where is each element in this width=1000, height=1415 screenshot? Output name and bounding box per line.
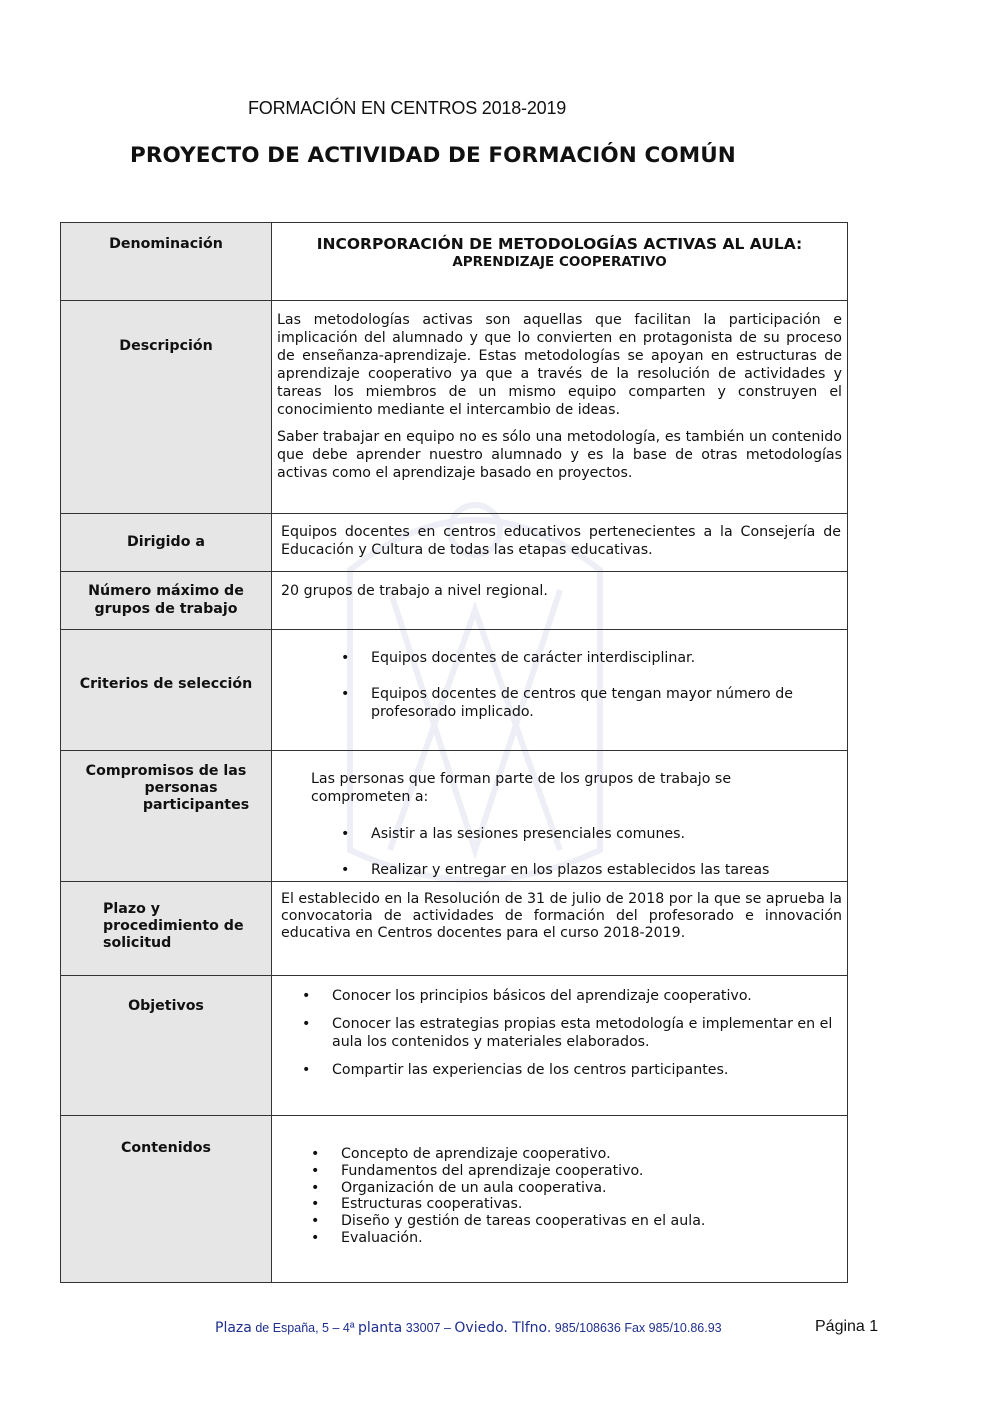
value-cell <box>272 751 848 882</box>
bullet-icon: • <box>302 1062 311 1078</box>
list-item: • Conocer los principios básicos del aprendizaje cooperativo. <box>302 988 752 1004</box>
label-cell <box>61 572 272 630</box>
row-objetivos <box>61 976 848 1116</box>
label-denominacion: Denominación <box>109 236 223 252</box>
list-item: • Equipos docentes de centros que tengan mayor número de profesorado implicado. <box>341 686 793 720</box>
label-cell <box>61 514 272 572</box>
contents-list <box>272 1116 847 1247</box>
bullet-icon: • <box>302 1016 311 1032</box>
label-objetivos: Objetivos <box>128 998 204 1014</box>
list-item: • Realizar y entregar en los plazos establecidos las tareas <box>341 862 770 878</box>
commitments-list <box>272 806 847 879</box>
list-item: • Diseño y gestión de tareas cooperativas en el aula. <box>311 1213 706 1230</box>
label-cell <box>61 223 272 301</box>
application-deadline: El establecido en la Resolución de 31 de julio de 2018 por la que se aprueba la convocatoria de actividades de formación del profesorado e innovación educativa en Centros docentes para el curso 2018-2019. <box>281 891 842 941</box>
row-numero <box>61 572 848 630</box>
commitments-intro: Las personas que forman parte de los grupos de trabajo se comprometen a: <box>311 771 732 805</box>
value-cell <box>272 630 848 751</box>
list-item: • Conocer las estrategias propias esta metodología e implementar en el aula los contenidos y materiales elaborados. <box>302 1016 833 1050</box>
value-cell <box>272 572 848 630</box>
row-denominacion <box>61 223 848 301</box>
bullet-icon: • <box>311 1229 320 1246</box>
label-cell <box>61 630 272 751</box>
criteria-list <box>272 630 847 721</box>
label-descripcion: Descripción <box>119 338 213 354</box>
label-criterios: Criterios de selección <box>79 676 253 692</box>
value-cell <box>272 976 848 1116</box>
bullet-icon: • <box>311 1146 320 1162</box>
document-title: PROYECTO DE ACTIVIDAD DE FORMACIÓN COMÚN <box>130 143 736 168</box>
bullet-icon: • <box>341 826 350 842</box>
row-compromisos <box>61 751 848 882</box>
list-item: • Compartir las experiencias de los centros participantes. <box>302 1062 729 1078</box>
row-dirigido <box>61 514 848 572</box>
value-cell <box>272 301 848 514</box>
bullet-icon: • <box>311 1162 320 1179</box>
label-dirigido: Dirigido a <box>127 534 205 550</box>
description-paragraph: Las metodologías activas son aquellas que facilitan la participación e implicación del alumnado y que lo convierten en protagonista de su proceso de enseñanza-aprendizaje. Estas metodologías se apoyan en estructuras de aprendizaje cooperativo ya que a través de la resolución de actividades y tareas los miembros de un mismo equipo comparten y construyen el conocimiento mediante el intercambio de ideas. <box>277 312 842 418</box>
activity-name: INCORPORACIÓN DE METODOLOGÍAS ACTIVAS AL AULA: <box>316 235 803 253</box>
bullet-icon: • <box>302 988 311 1004</box>
bullet-icon: • <box>311 1196 320 1213</box>
label-cell: Plazo y procedimiento de solicitud <box>61 882 272 976</box>
value-cell <box>272 514 848 572</box>
label-cell <box>61 301 272 514</box>
value-cell <box>272 223 848 301</box>
list-item: • Concepto de aprendizaje cooperativo. <box>311 1146 611 1162</box>
objectives-list <box>272 976 847 1079</box>
value-cell <box>272 1116 848 1283</box>
row-contenidos <box>61 1116 848 1283</box>
description-paragraph: Saber trabajar en equipo no es sólo una metodología, es también un contenido que debe aprender nuestro alumnado y es la base de otras metodologías activas como el aprendizaje basado en proyectos. <box>277 429 842 481</box>
list-item: • Equipos docentes de carácter interdisciplinar. <box>341 650 696 666</box>
max-groups: 20 grupos de trabajo a nivel regional. <box>281 583 548 599</box>
activity-table <box>60 222 848 1283</box>
bullet-icon: • <box>341 650 350 666</box>
list-item: • Organización de un aula cooperativa. <box>311 1179 607 1196</box>
label-contenidos: Contenidos <box>121 1140 211 1156</box>
bullet-icon: • <box>311 1213 320 1230</box>
row-plazo <box>61 882 848 976</box>
row-descripcion <box>61 301 848 514</box>
value-cell <box>272 882 848 976</box>
list-item: • Asistir a las sesiones presenciales comunes. <box>341 826 686 842</box>
label-numero-line2: grupos de trabajo <box>94 601 238 617</box>
label-plazo: Plazo y <box>103 901 161 917</box>
document-subtitle: FORMACIÓN EN CENTROS 2018-2019 <box>248 98 567 118</box>
bullet-icon: • <box>341 862 350 878</box>
bullet-icon: • <box>341 686 350 702</box>
list-item: • Evaluación. <box>311 1229 423 1246</box>
label-compromisos: Compromisos de las <box>85 763 247 779</box>
list-item: • Estructuras cooperativas. <box>311 1196 523 1213</box>
label-cell <box>61 976 272 1116</box>
row-criterios <box>61 630 848 751</box>
page-number: Página 1 <box>815 1318 879 1335</box>
bullet-icon: • <box>311 1179 320 1196</box>
list-item: • Fundamentos del aprendizaje cooperativo. <box>311 1162 644 1179</box>
label-numero: Número máximo de <box>88 583 244 599</box>
activity-subname: APRENDIZAJE COOPERATIVO <box>452 254 667 270</box>
footer-address: Plaza de España, 5 – 4ª planta 33007 – Oviedo. Tlfno. 985/108636 Fax 985/10.86.93 <box>215 1320 722 1336</box>
label-cell <box>61 1116 272 1283</box>
label-cell: Compromisos de las personas participantes <box>61 751 272 882</box>
target-audience: Equipos docentes en centros educativos pertenecientes a la Consejería de Educación y Cultura de todas las etapas educativas. <box>281 524 841 558</box>
